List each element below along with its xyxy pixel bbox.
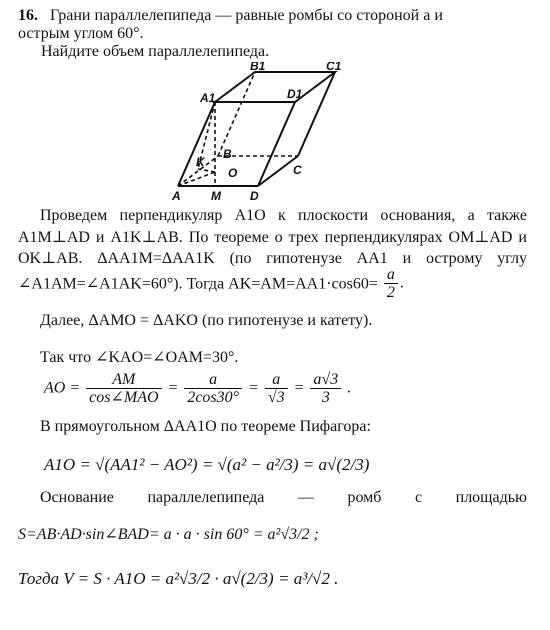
problem-question: Найдите объем параллелепипеда. (41, 43, 270, 60)
label-C: C (293, 163, 302, 177)
eq1-frac1-den: cos∠MAO (89, 389, 159, 406)
equation-volume: Тогда V = S · A1O = a²√3/2 · a√(2/3) = a³/√2 . (18, 569, 339, 588)
solution-p1-line3: OK⊥AB. ΔAA1M=ΔAA1K (по гипотенузе AA1 и острому углу (18, 250, 527, 267)
eq1-frac3 (265, 371, 288, 406)
label-K: K (196, 155, 205, 169)
problem-line-1 (18, 7, 443, 25)
eq1-frac4-den: 3 (321, 389, 330, 406)
equation-ao: AO = $\frac{AM}{\text{cos∠MAO}}$ = $\frac{a}{2\cos 30^\circ}$ = $\frac{a}{√3}$ = $\frac{a√3}{3}$ . (44, 371, 352, 406)
eq1-frac2 (184, 371, 242, 406)
solution-p1-line4: ∠A1AM=∠A1AK=60°). Тогда AK=AM=AA1·cos60= $\frac{a}{2}$ . (18, 266, 404, 301)
label-D: D (250, 189, 259, 202)
label-O: O (228, 166, 238, 180)
edge-AA1 (178, 102, 215, 186)
problem-line-2: острым углом 60°. (18, 25, 144, 42)
solution-p2: Далее, ΔAMO = ΔAKO (по гипотенузе и катету). (40, 312, 373, 329)
label-B1: B1 (250, 62, 266, 73)
label-D1: D1 (287, 87, 303, 101)
label-C1: C1 (326, 62, 342, 73)
eq1-frac2-num: a (184, 371, 242, 389)
eq1-frac1 (86, 371, 161, 406)
edge-DD1 (258, 102, 295, 186)
label-M: M (211, 189, 221, 202)
fraction-a-over-2 (384, 266, 398, 301)
problem-number: 16. (18, 7, 38, 24)
solution-p4: В прямоугольном ΔAA1O по теореме Пифагора: (40, 418, 371, 435)
eq1-frac4-num: a√3 (310, 371, 341, 389)
fraction-denominator: 2 (386, 284, 395, 301)
fraction-numerator: a (384, 266, 398, 284)
eq1-frac2-den: 2cos30° (187, 389, 240, 406)
equation-a1o: A1O = √(AA1² − AO²) = √(a² − a²/3) = a√(2/3) (44, 455, 370, 474)
eq1-frac1-num: AM (86, 371, 161, 389)
solution-p1-line2: A1M⊥AD и A1K⊥AB. По теореме о трех перпендикулярах OM⊥AD и (18, 229, 527, 246)
eq1-frac3-num: a (265, 371, 288, 389)
eq1-frac3-den: √3 (267, 389, 285, 406)
eq1-lhs: AO = (44, 379, 81, 397)
label-B: B (223, 147, 232, 161)
label-A: A (172, 189, 181, 202)
solution-p1-line1: Проведем перпендикуляр A1O к плоскости основания, а также (40, 207, 527, 224)
label-A1: A1 (200, 91, 216, 105)
eq1-frac4 (310, 371, 341, 406)
parallelepiped-figure (0, 62, 550, 202)
edge-BB1 (218, 72, 255, 156)
solution-p5: Основание параллелепипеда — ромб с площадью (40, 489, 527, 506)
solution-p3: Так что ∠KAO=∠OAM=30°. (40, 349, 239, 366)
equation-area: S=AB·AD·sin∠BAD= a · a · sin 60° = a²√3/2 ; (18, 526, 319, 543)
problem-statement: Грани параллелепипеда — равные ромбы со стороной a и (50, 7, 443, 24)
top-face (215, 72, 335, 102)
segment-OK (198, 169, 215, 172)
solution-p1-line4-text: ∠A1AM=∠A1AK=60°). Тогда AK=AM=AA1·cos60= (18, 275, 378, 293)
edge-CC1 (298, 72, 335, 156)
